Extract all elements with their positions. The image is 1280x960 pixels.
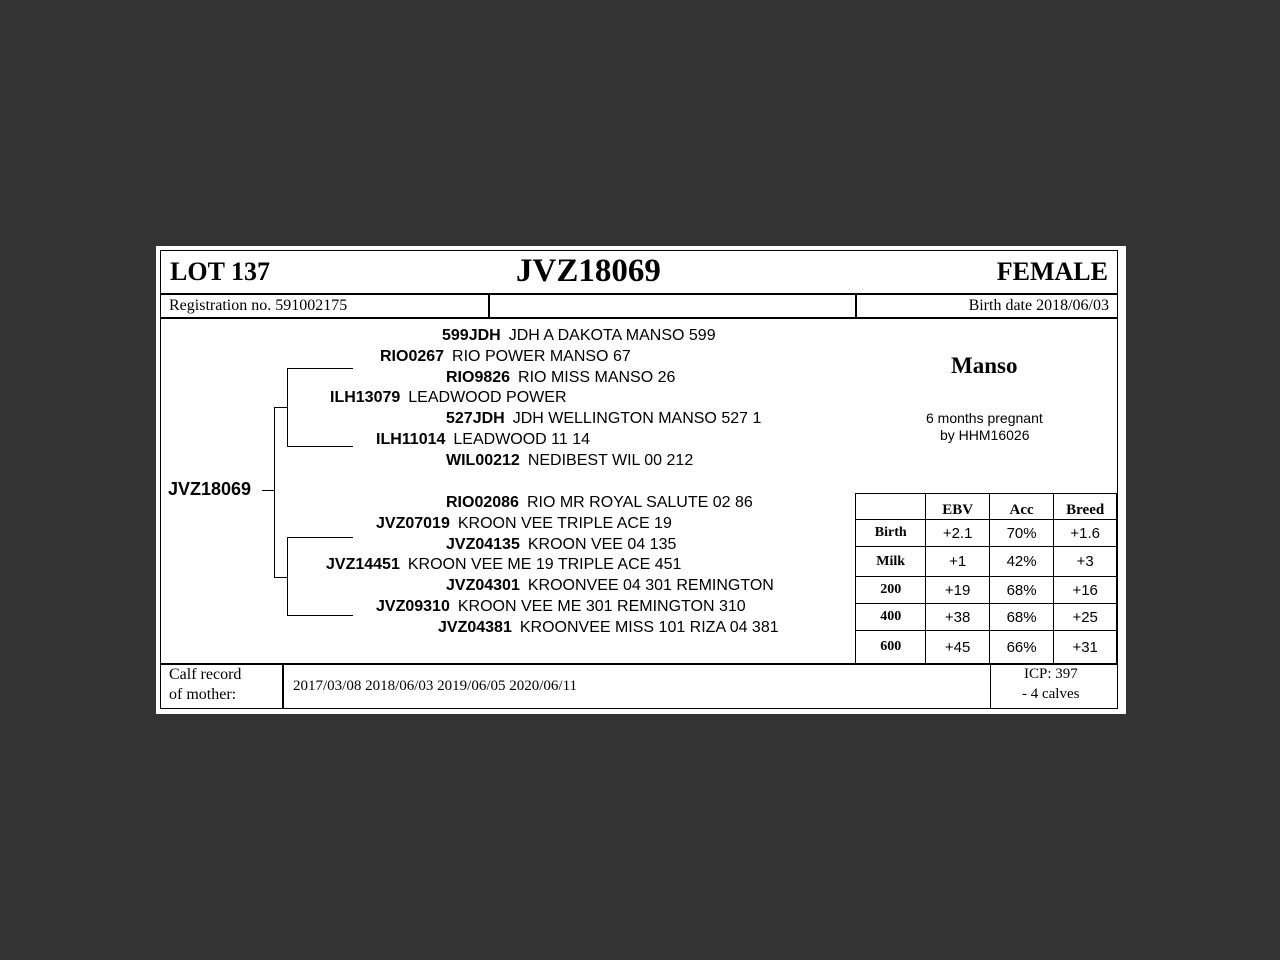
tree-line — [262, 490, 274, 491]
pedigree-name: RIO POWER MANSO 67 — [452, 348, 631, 365]
info-middle-box — [489, 294, 856, 318]
tree-line — [287, 368, 288, 447]
tree-line — [274, 577, 287, 578]
calf-record-label: Calf record — [169, 666, 242, 683]
calf-label-box — [160, 664, 283, 709]
tree-line — [287, 537, 353, 538]
pedigree-name: RIO MR ROYAL SALUTE 02 86 — [526, 494, 753, 511]
registration-box — [160, 294, 489, 318]
animal-id-title: JVZ18069 — [516, 253, 661, 289]
pedigree-entry — [330, 389, 567, 407]
acc-value: 42% — [989, 547, 1053, 577]
ebv-header: EBV — [926, 494, 989, 520]
ebv-row — [856, 547, 1117, 577]
pregnancy-status: 6 months pregnant — [926, 410, 1043, 426]
pedigree-entry — [446, 410, 761, 428]
ebv-corner-cell — [856, 494, 926, 520]
pedigree-name: JDH A DAKOTA MANSO 599 — [508, 327, 716, 344]
pedigree-entry — [438, 619, 779, 637]
pedigree-name: LEADWOOD 11 14 — [453, 431, 591, 448]
ebv-row-label: 400 — [856, 604, 926, 631]
pedigree-code: JVZ04301 — [446, 577, 520, 594]
birth-date-box — [856, 294, 1118, 318]
pedigree-name: KROONVEE MISS 101 RIZA 04 381 — [519, 619, 779, 636]
ebv-value: +38 — [926, 604, 989, 631]
header-box — [160, 250, 1118, 294]
pedigree-code: JVZ09310 — [376, 598, 450, 615]
pedigree-code: WIL00212 — [446, 452, 520, 469]
breed-value: +3 — [1054, 547, 1117, 577]
breed-value: +31 — [1054, 631, 1117, 664]
pedigree-code: RIO0267 — [380, 348, 445, 365]
acc-value: 68% — [989, 604, 1053, 631]
tree-line — [287, 537, 288, 616]
lot-card — [156, 246, 1126, 714]
ebv-row-label: Milk — [856, 547, 926, 577]
tree-line — [287, 368, 353, 369]
pedigree-name: KROON VEE TRIPLE ACE 19 — [457, 515, 672, 532]
calf-record-label-2: of mother: — [169, 686, 237, 703]
pedigree-code: ILH13079 — [330, 389, 401, 406]
pedigree-entry — [380, 348, 631, 366]
acc-value: 70% — [989, 520, 1053, 547]
pedigree-entry — [446, 494, 753, 512]
pedigree-entry — [446, 452, 693, 470]
pedigree-box — [160, 318, 1118, 664]
ebv-row-label: 200 — [856, 577, 926, 604]
pedigree-code: 527JDH — [446, 410, 505, 427]
pedigree-entry — [446, 536, 676, 554]
calf-dates-box — [283, 664, 991, 709]
ebv-row — [856, 631, 1117, 664]
pregnancy-sire: by HHM16026 — [940, 427, 1030, 443]
registration-number: Registration no. 591002175 — [169, 297, 348, 314]
tree-line — [274, 407, 275, 577]
tree-line — [274, 407, 287, 408]
ebv-row — [856, 577, 1117, 604]
breed-name: Manso — [951, 353, 1018, 378]
pedigree-code: JVZ07019 — [376, 515, 450, 532]
pedigree-name: KROON VEE 04 135 — [527, 536, 677, 553]
pedigree-entry — [446, 577, 774, 595]
pedigree-name: JDH WELLINGTON MANSO 527 1 — [512, 410, 762, 427]
lot-number: LOT 137 — [170, 257, 270, 286]
pedigree-name: KROON VEE ME 301 REMINGTON 310 — [457, 598, 746, 615]
pedigree-name: LEADWOOD POWER — [408, 389, 567, 406]
pedigree-name: NEDIBEST WIL 00 212 — [527, 452, 694, 469]
breed-header: Breed — [1054, 494, 1117, 520]
pedigree-name: KROON VEE ME 19 TRIPLE ACE 451 — [407, 556, 682, 573]
ebv-value: +2.1 — [926, 520, 989, 547]
pedigree-name: RIO MISS MANSO 26 — [518, 369, 676, 386]
animal-id: JVZ18069 — [168, 479, 252, 499]
ebv-value: +45 — [926, 631, 989, 664]
pedigree-code: JVZ04135 — [446, 536, 520, 553]
ebv-row-label: Birth — [856, 520, 926, 547]
tree-line — [287, 615, 353, 616]
pedigree-entry — [446, 369, 675, 387]
pedigree-entry — [326, 556, 681, 574]
pedigree-code: ILH11014 — [376, 431, 446, 448]
ebv-row — [856, 520, 1117, 547]
icp-value: ICP: 397 — [1024, 666, 1078, 682]
pedigree-code: RIO9826 — [446, 369, 511, 386]
acc-value: 68% — [989, 577, 1053, 604]
pedigree-code: RIO02086 — [446, 494, 519, 511]
breed-value: +25 — [1054, 604, 1117, 631]
birth-date: Birth date 2018/06/03 — [968, 297, 1109, 314]
pedigree-code: JVZ14451 — [326, 556, 400, 573]
pedigree-entry — [442, 327, 716, 345]
pedigree-code: 599JDH — [442, 327, 501, 344]
calf-dates: 2017/03/08 2018/06/03 2019/06/05 2020/06/11 — [293, 678, 578, 694]
calf-count: - 4 calves — [1022, 686, 1080, 702]
pedigree-entry — [376, 431, 590, 449]
breed-value: +1.6 — [1054, 520, 1117, 547]
ebv-header-row — [856, 494, 1117, 520]
sex-label: FEMALE — [996, 257, 1108, 286]
pedigree-entry — [376, 598, 746, 616]
ebv-value: +19 — [926, 577, 989, 604]
ebv-table — [855, 493, 1117, 664]
acc-header: Acc — [989, 494, 1053, 520]
tree-line — [287, 446, 353, 447]
ebv-row-label: 600 — [856, 631, 926, 664]
icp-box — [990, 664, 1118, 709]
pedigree-code: JVZ04381 — [438, 619, 512, 636]
acc-value: 66% — [989, 631, 1053, 664]
ebv-value: +1 — [926, 547, 989, 577]
breed-value: +16 — [1054, 577, 1117, 604]
pedigree-name: KROONVEE 04 301 REMINGTON — [527, 577, 774, 594]
ebv-row — [856, 604, 1117, 631]
pedigree-entry — [376, 515, 672, 533]
